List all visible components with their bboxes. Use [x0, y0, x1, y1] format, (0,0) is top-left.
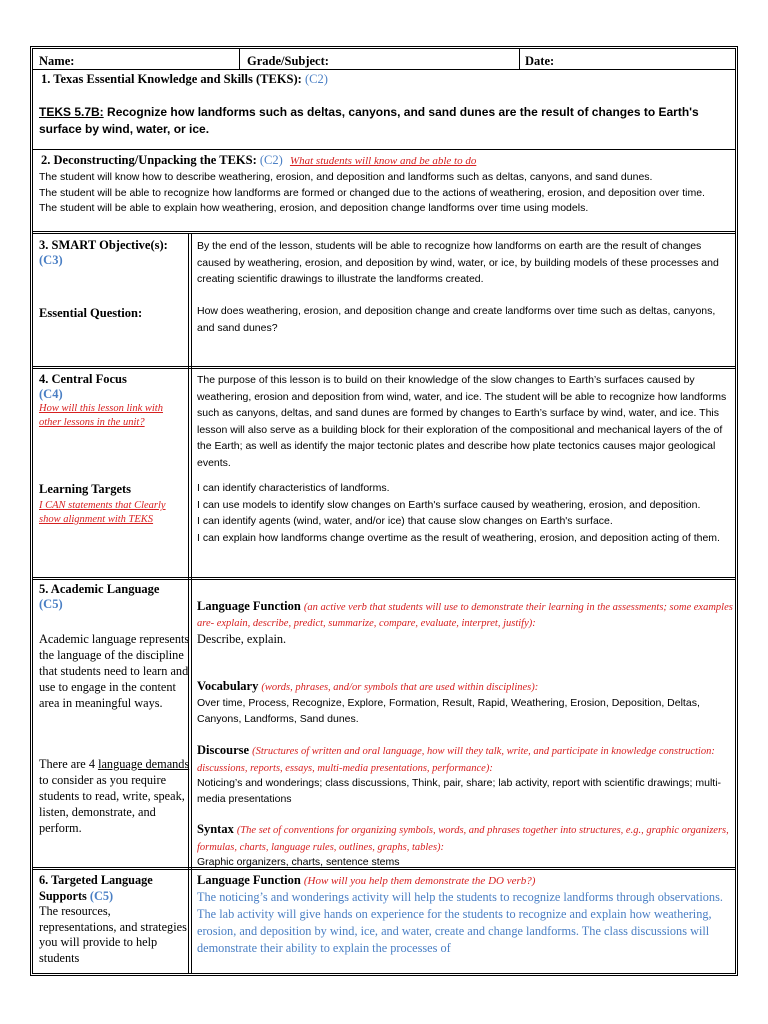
unpacking-section-title: 2. Deconstructing/Unpacking the TEKS: (C2) What students will know and be able to do	[41, 153, 477, 167]
language-function-block: Language Function (an active verb that students will use to demonstrate their learning in the assessments; some examples are- explain, describe, predict, summarize, compare, evaluate, interpret, justify): Describe, explain.	[197, 599, 733, 646]
section-divider	[33, 366, 735, 369]
learning-target: I can identify characteristics of landforms.	[197, 482, 390, 494]
grade-subject-label: Grade/Subject:	[247, 54, 329, 68]
teks-section-title: 1. Texas Essential Knowledge and Skills (TEKS): (C2)	[41, 72, 328, 86]
central-focus-label: 4. Central Focus (C4) How will this lesson link with other lessons in the unit?	[39, 372, 163, 428]
lesson-plan-form	[30, 46, 738, 976]
teks-standard: TEKS 5.7B: Recognize how landforms such as deltas, canyons, and sand dunes are the result of changes to Earth's surface by wind, water, or ice.	[39, 105, 699, 136]
academic-language-description: Academic language represents the language of the discipline that students need to learn and use to engage in the content area in meaningful ways.	[39, 632, 190, 710]
central-focus-text: The purpose of this lesson is to build on their knowledge of the slow changes to Earth’s surfaces caused by weathering, erosion and deposition from wind, water, and ice. The student will be able to recognize how landforms such as canyons, deltas, and sand dunes are formed by changes to Earth’s surface by wind, water, and ice. This lesson will also serve as a building block for their exploration of the compositional and mechanical layers of the of the Earth; as well as identify the major tectonic plates and describe how plate tectonics causes major geological events.	[197, 374, 727, 469]
section-divider	[33, 231, 735, 234]
unpack-line: The student will know how to describe weathering, erosion, and deposition and landforms such as deltas, canyons, and sand dunes.	[39, 171, 653, 183]
learning-target: I can identify agents (wind, water, and/or ice) that cause slow changes on Earth's surface.	[197, 515, 613, 527]
essential-question-text: How does weathering, erosion, and deposition change and create landforms over time such as deltas, canyons, and sand dunes?	[197, 305, 716, 334]
date-label: Date:	[525, 54, 555, 68]
unpacking-lines	[39, 170, 733, 217]
row-divider	[33, 69, 735, 70]
learning-target: I can use models to identify slow changes on Earth's surface caused by weathering, erosion, and deposition.	[197, 498, 701, 511]
column-divider	[188, 234, 189, 973]
learning-targets-label: Learning Targets I CAN statements that Clearly show alignment with TEKS	[39, 482, 166, 525]
learning-target: I can explain how landforms change overtime as the result of weathering, erosion, and deposition acting of them.	[197, 531, 720, 544]
section-divider	[33, 577, 735, 580]
unpack-line: The student will be able to recognize how landforms are formed or changed due to the actions of weathering, erosion, and deposition over time.	[39, 186, 705, 199]
smart-objective-label: 3. SMART Objective(s): (C3)	[39, 238, 168, 267]
column-divider	[191, 234, 192, 973]
vocabulary-block: Vocabulary (words, phrases, and/or symbols that are used within disciplines): Over time, Process, Recognize, Explore, Formation, Result, Rapid, Weathering, Erosion, Deposition, Deltas, Canyons, Landforms, Sand dunes.	[197, 679, 700, 725]
name-field-label: Name:	[39, 54, 75, 68]
learning-targets-list	[197, 480, 735, 546]
row-divider	[33, 149, 735, 150]
targeted-language-function-block: Language Function (How will you help them demonstrate the DO verb?) The noticing’s and wonderings activity will help the students to recognize landforms through observations. The lab activity will give hands on experience for the students to recognize and explain how weathering, erosion, and deposition by wind, ice, and water, create and change landforms. The class discussions will demonstrate their ability to explain the processes of	[197, 873, 723, 955]
targeted-supports-label: 6. Targeted Language Supports (C5) The resources, representations, and strategies you will provide to help students	[39, 873, 187, 965]
discourse-block: Discourse (Structures of written and oral language, how will they talk, write, and participate in knowledge construction: discussions, reports, essays, multi-media presentations, performance): Noticing’s and wonderings; class discussions, Think, pair, share; lab activity, report with scientific drawings; multi-media presentations	[197, 743, 722, 805]
header-divider	[519, 49, 520, 69]
unpack-line: The student will be able to explain how weathering, erosion, and deposition change landforms over time using models.	[39, 202, 589, 214]
essential-question-label: Essential Question:	[39, 306, 143, 320]
language-demands-text: There are 4 language demands to consider as you require students to read, write, speak, listen, demonstrate, and perform.	[39, 757, 190, 835]
syntax-block: Syntax (The set of conventions for organizing symbols, words, and phrases together into structures, e.g., graphic organizers, formulas, charts, language rules, outlines, graphs, tables): Graphic organizers, charts, sentence stems	[197, 822, 729, 868]
header-divider	[239, 49, 240, 69]
academic-language-label: 5. Academic Language (C5)	[39, 582, 160, 611]
section-divider	[33, 867, 735, 870]
smart-objective-text: By the end of the lesson, students will be able to recognize how landforms on earth are the result of changes caused by weathering, erosion, and deposition by wind, water, or ice, by building models of these processes and creating scientific drawings to illustrate the landforms created.	[197, 240, 719, 285]
